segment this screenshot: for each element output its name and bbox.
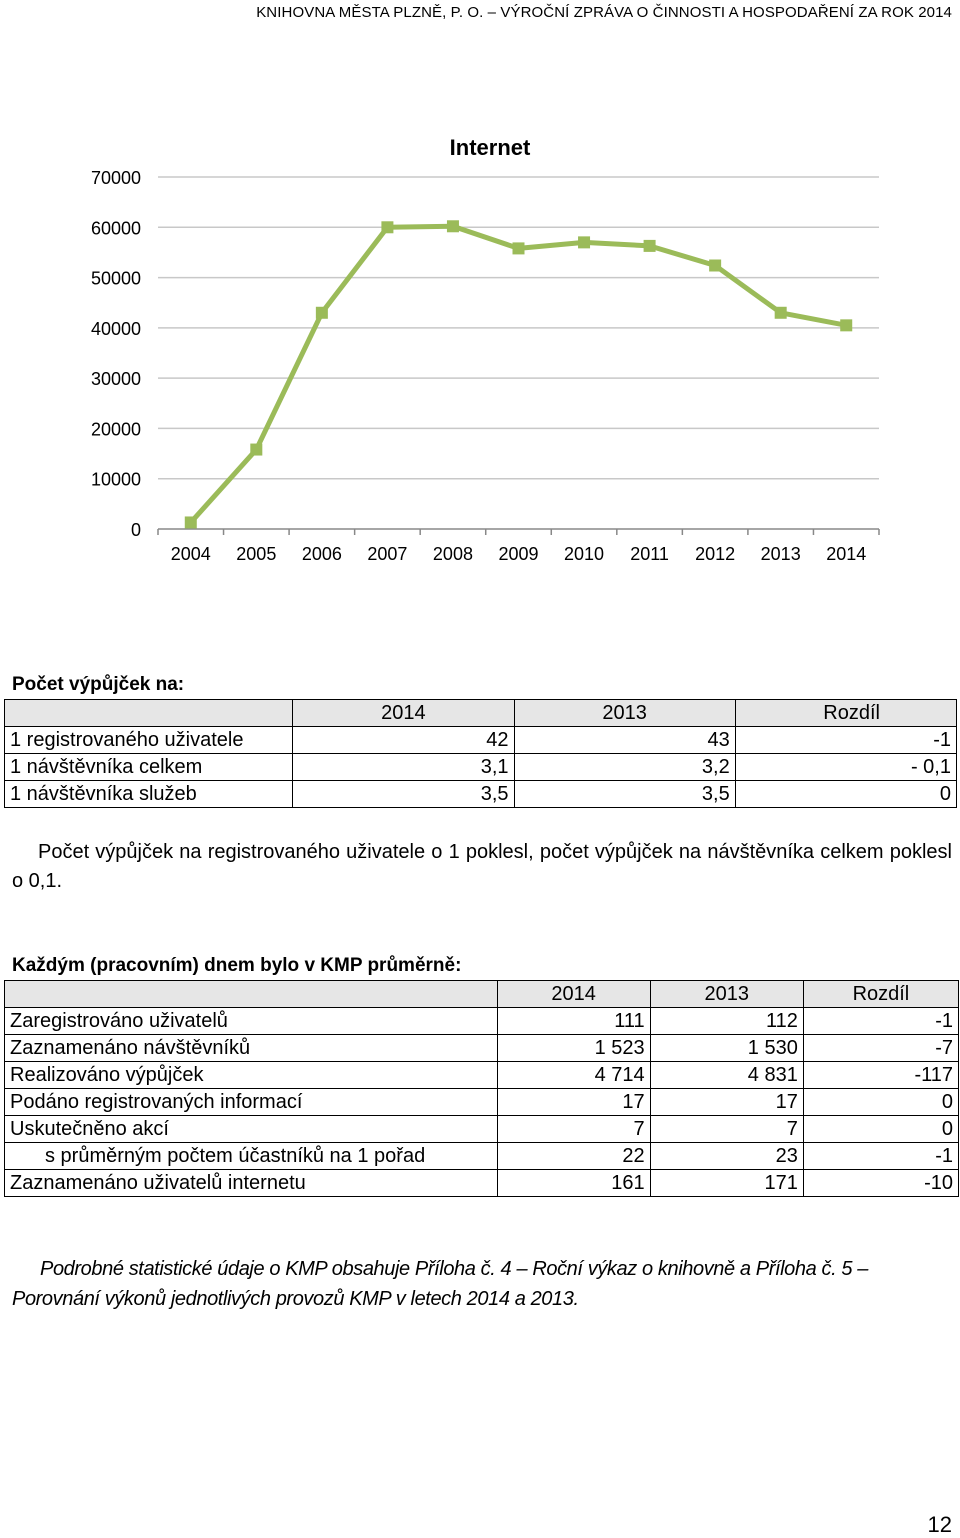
data-point-2011 [644, 240, 656, 252]
section1-title: Počet výpůjček na: [12, 674, 185, 695]
data-point-2009 [513, 242, 525, 254]
y-tick-label: 20000 [90, 419, 141, 440]
header-diff: Rozdíl [735, 700, 956, 727]
data-point-2008 [447, 220, 459, 232]
table-row [5, 1035, 959, 1062]
value-diff: 0 [803, 1089, 958, 1116]
value-2013: 3,5 [514, 781, 735, 808]
row-label: Uskutečněno akcí [5, 1116, 498, 1143]
header-empty [5, 700, 293, 727]
value-2013: 112 [650, 1008, 803, 1035]
value-diff: 0 [803, 1116, 958, 1143]
x-tick-label: 2005 [236, 544, 277, 564]
section2-title: Každým (pracovním) dnem bylo v KMP průměrně: [12, 955, 462, 976]
table-row [5, 1008, 959, 1035]
header-diff: Rozdíl [803, 981, 958, 1008]
data-point-2012 [709, 260, 721, 272]
y-tick-label: 30000 [90, 369, 141, 390]
value-2013: 4 831 [650, 1062, 803, 1089]
header-2014: 2014 [293, 700, 514, 727]
header-empty [5, 981, 498, 1008]
row-label: Podáno registrovaných informací [5, 1089, 498, 1116]
value-diff: -10 [803, 1170, 958, 1197]
table-row [5, 727, 957, 754]
table-header-row [5, 700, 957, 727]
value-diff: -1 [803, 1143, 958, 1170]
value-2014: 22 [497, 1143, 650, 1170]
appendix-note: Podrobné statistické údaje o KMP obsahuje Příloha č. 4 – Roční výkaz o knihovně a Příloha č. 5 – Porovnání výkonů jednotlivých provozů KMP v letech 2014 a 2013. [12, 1258, 869, 1310]
y-tick-label: 40000 [90, 318, 141, 339]
value-diff: - 0,1 [735, 754, 956, 781]
header-2014: 2014 [497, 981, 650, 1008]
table-row [5, 1062, 959, 1089]
x-tick-label: 2009 [498, 544, 539, 564]
table-row [5, 1143, 959, 1170]
x-tick-label: 2013 [760, 544, 801, 564]
value-diff: -1 [803, 1008, 958, 1035]
table-row [5, 1170, 959, 1197]
value-2013: 171 [650, 1170, 803, 1197]
table-row [5, 1116, 959, 1143]
value-2014: 1 523 [497, 1035, 650, 1062]
value-2013: 43 [514, 727, 735, 754]
x-tick-label: 2007 [367, 544, 408, 564]
table-row [5, 754, 957, 781]
x-tick-label: 2008 [432, 544, 473, 564]
value-diff: 0 [735, 781, 956, 808]
value-2014: 7 [497, 1116, 650, 1143]
data-point-2014 [840, 319, 852, 331]
row-label: 1 registrovaného uživatele [5, 727, 293, 754]
x-tick-label: 2011 [630, 544, 669, 564]
value-2014: 111 [497, 1008, 650, 1035]
data-point-2007 [381, 221, 393, 233]
row-label: Zaznamenáno návštěvníků [5, 1035, 498, 1062]
page-number: 12 [927, 1512, 952, 1537]
data-point-2010 [578, 236, 590, 248]
value-2014: 4 714 [497, 1062, 650, 1089]
value-2013: 3,2 [514, 754, 735, 781]
row-label: 1 návštěvníka celkem [5, 754, 293, 781]
data-point-2005 [250, 444, 262, 456]
value-2014: 3,1 [293, 754, 514, 781]
row-label: s průměrným počtem účastníků na 1 pořad [5, 1143, 498, 1170]
row-label: Zaznamenáno uživatelů internetu [5, 1170, 498, 1197]
header-2013: 2013 [650, 981, 803, 1008]
value-2013: 7 [650, 1116, 803, 1143]
row-label: Zaregistrováno uživatelů [5, 1008, 498, 1035]
summary-paragraph: Počet výpůjček na registrovaného uživatele o 1 poklesl, počet výpůjček na návštěvníka celkem poklesl o 0,1. [12, 841, 952, 892]
chart-title: Internet [449, 135, 531, 160]
value-2013: 23 [650, 1143, 803, 1170]
y-tick-label: 50000 [90, 268, 141, 289]
value-2014: 3,5 [293, 781, 514, 808]
table-header-row [5, 981, 959, 1008]
internet-line-chart [0, 120, 960, 580]
data-point-2006 [316, 307, 328, 319]
daily-average-table [4, 980, 959, 1197]
data-point-2013 [775, 307, 787, 319]
value-2014: 42 [293, 727, 514, 754]
loans-per-user-table [4, 699, 957, 808]
y-tick-label: 10000 [90, 469, 141, 490]
x-tick-label: 2014 [826, 544, 867, 564]
x-tick-label: 2012 [695, 544, 736, 564]
row-label: Realizováno výpůjček [5, 1062, 498, 1089]
data-point-2004 [185, 516, 197, 528]
value-2013: 17 [650, 1089, 803, 1116]
x-tick-label: 2006 [301, 544, 342, 564]
y-tick-label: 60000 [90, 218, 141, 239]
x-tick-label: 2010 [564, 544, 605, 564]
y-tick-label: 0 [130, 520, 141, 540]
value-2013: 1 530 [650, 1035, 803, 1062]
value-diff: -7 [803, 1035, 958, 1062]
table-row [5, 1089, 959, 1116]
x-tick-label: 2004 [170, 544, 211, 564]
value-2014: 161 [497, 1170, 650, 1197]
value-2014: 17 [497, 1089, 650, 1116]
y-tick-label: 70000 [90, 168, 141, 188]
row-label: 1 návštěvníka služeb [5, 781, 293, 808]
header-2013: 2013 [514, 700, 735, 727]
value-diff: -1 [735, 727, 956, 754]
page-header: KNIHOVNA MĚSTA PLZNĚ, P. O. – VÝROČNÍ ZPRÁVA O ČINNOSTI A HOSPODAŘENÍ ZA ROK 2014 [256, 4, 952, 21]
table-row [5, 781, 957, 808]
value-diff: -117 [803, 1062, 958, 1089]
